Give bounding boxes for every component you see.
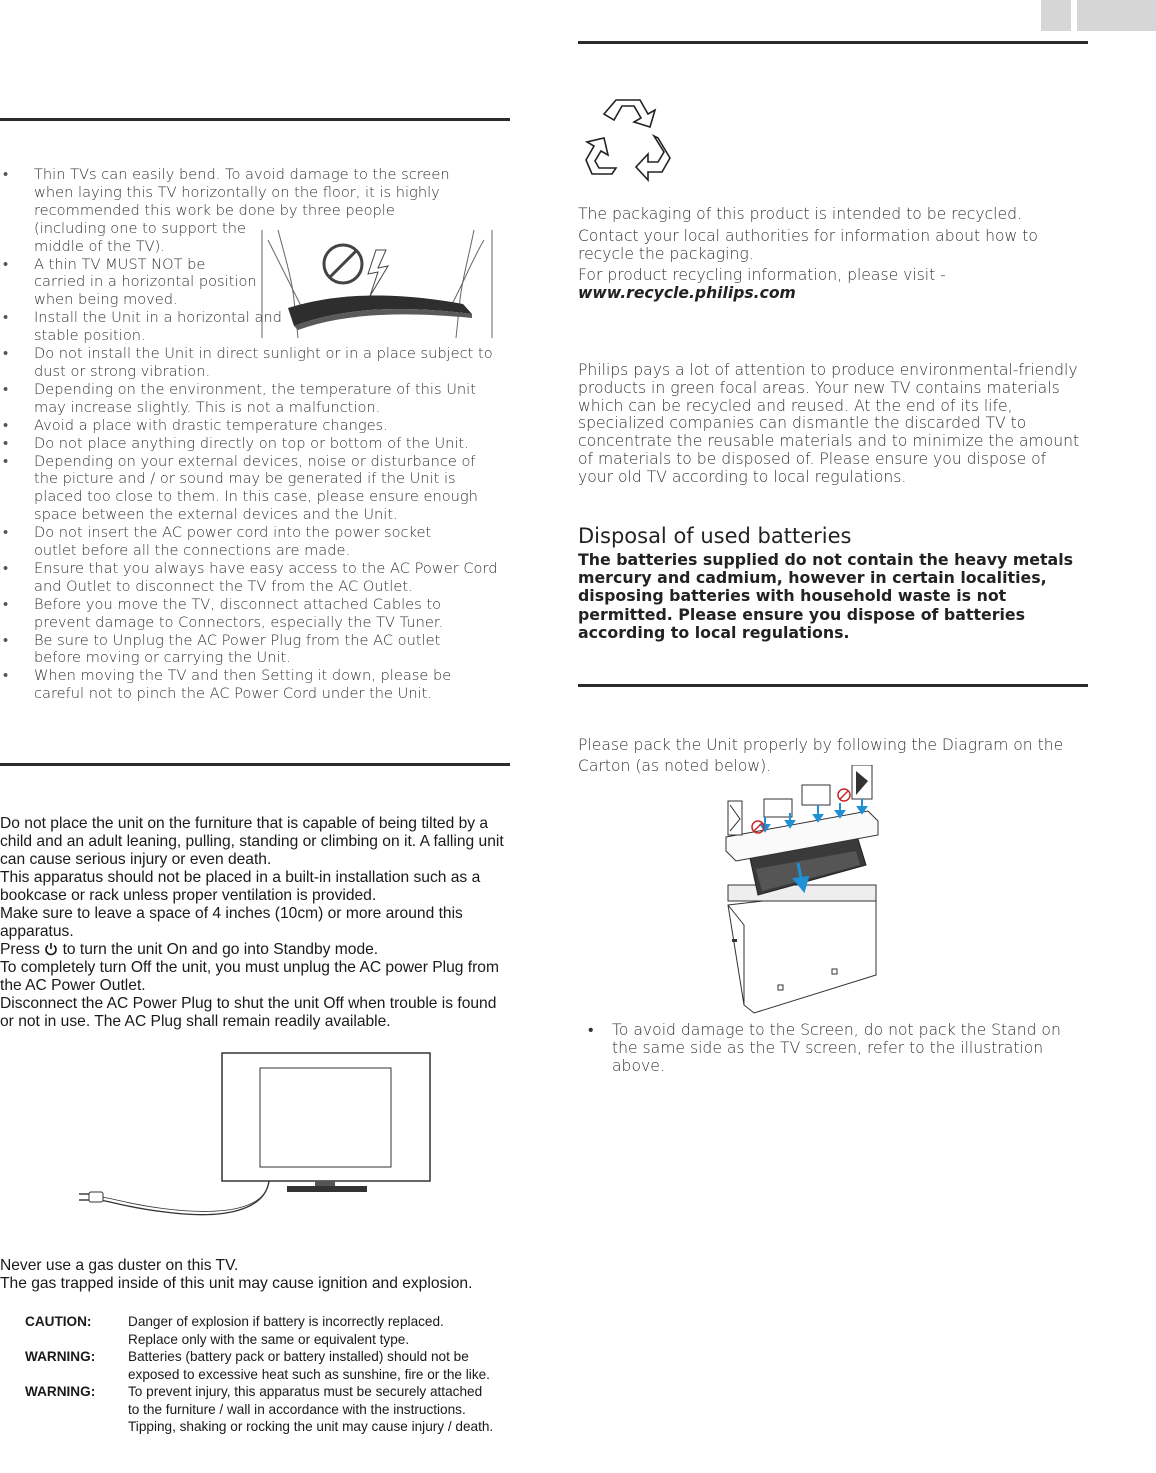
caution-label: WARNING:	[25, 1384, 96, 1399]
gas-warning	[0, 1257, 512, 1293]
lightning-icon	[368, 250, 388, 296]
packing-diagram	[718, 765, 888, 1015]
list-item: • Avoid a place with drastic temperature changes.	[0, 417, 510, 435]
caution-text: To prevent injury, this apparatus must be securely attached to the furniture / wall in accordance with the instructions. Tipping, shaking or rocking the unit may cause injury / death.	[128, 1384, 494, 1434]
power-paragraph: Press to turn the unit On and go into Standby mode.	[0, 941, 379, 958]
caution-row	[25, 1313, 495, 1348]
gas-line: Never use a gas duster on this TV.	[0, 1257, 239, 1274]
recycle-line: Contact your local authorities for information about how to recycle the packaging.	[578, 226, 1038, 263]
caution-table	[25, 1313, 495, 1436]
caution-text: Batteries (battery pack or battery installed) should not be exposed to excessive heat such as sunshine, fire or the like.	[128, 1349, 490, 1382]
left-top-rule	[0, 118, 510, 121]
caution-row	[25, 1348, 495, 1383]
left-mid-rule	[0, 763, 510, 766]
list-item: • When moving the TV and then Setting it down, please be careful not to pinch the AC Power Cord under the Unit.	[0, 667, 510, 703]
list-item: • Before you move the TV, disconnect attached Cables to prevent damage to Connectors, especially the TV Tuner.	[0, 596, 510, 632]
page-tag-small	[1041, 0, 1071, 31]
list-item: • Do not insert the AC power cord into the power socket outlet before all the connections are made.	[0, 524, 510, 560]
list-item: • Install the Unit in a horizontal and stable position.	[0, 309, 510, 345]
list-item: • Depending on your external devices, noise or disturbance of the picture and / or sound may be generated if the Unit is placed too close to them. In this case, please ensure enough space between the external devices and the Unit.	[0, 453, 510, 525]
battery-heading: Disposal of used batteries	[578, 524, 852, 548]
caution-label: WARNING:	[25, 1349, 96, 1364]
list-item: • Do not install the Unit in direct sunlight or in a place subject to dust or strong vibration.	[0, 345, 510, 381]
recycle-text	[578, 206, 1090, 303]
caution-text: Danger of explosion if battery is incorrectly replaced. Replace only with the same or equivalent type.	[128, 1314, 444, 1347]
recycle-line: The packaging of this product is intended to be recycled.	[578, 205, 1022, 223]
tv-bending-illustration	[258, 230, 496, 340]
gas-line: The gas trapped inside of this unit may cause ignition and explosion.	[0, 1275, 473, 1292]
recycle-line: For product recycling information, please visit -	[578, 266, 946, 285]
recycle-url[interactable]: www.recycle.philips.com	[578, 284, 796, 303]
caution-label: CAUTION:	[25, 1314, 92, 1329]
caution-row	[25, 1383, 495, 1436]
tv-power-cord-illustration	[75, 1050, 435, 1220]
list-item: • Be sure to Unplug the AC Power Plug from the AC outlet before moving or carrying the Unit.	[0, 632, 510, 668]
pack-bullet: • To avoid damage to the Screen, do not pack the Stand on the same side as the TV screen, refer to the illustration above.	[578, 1021, 1088, 1075]
recycle-icon	[582, 94, 676, 182]
carton-box	[728, 889, 876, 1013]
power-icon	[44, 942, 58, 956]
warning-paragraph: To completely turn Off the unit, you must unplug the AC power Plug from the AC Power Outlet.	[0, 959, 499, 994]
list-item: • Thin TVs can easily bend. To avoid damage to the screen when laying this TV horizontally on the floor, it is highly recommended this work be done by three people	[0, 166, 486, 220]
right-top-rule	[578, 41, 1088, 44]
list-item: • Depending on the environment, the temperature of this Unit may increase slightly. This is not a malfunction.	[0, 381, 510, 417]
list-item: • Do not place anything directly on top or bottom of the Unit.	[0, 435, 510, 453]
warning-paragraph: Disconnect the AC Power Plug to shut the unit Off when trouble is found or not in use. The AC Plug shall remain readily available.	[0, 995, 497, 1030]
page-tag-large	[1077, 0, 1156, 31]
stability-warnings	[0, 815, 512, 1031]
warning-paragraph: Make sure to leave a space of 4 inches (10cm) or more around this apparatus.	[0, 905, 463, 940]
list-item: (including one to support the middle of the TV).	[34, 219, 246, 255]
battery-text: The batteries supplied do not contain the heavy metals mercury and cadmium, however in certain localities, disposing batteries with household waste is not permitted. Please ensure you dispose of batteries according to local regulations.	[578, 550, 1074, 642]
list-item: • A thin TV MUST NOT be carried in a horizontal position when being moved.	[0, 256, 510, 310]
list-item: • Ensure that you always have easy access to the AC Power Cord and Outlet to disconnect the TV from the AC Outlet.	[0, 560, 510, 596]
warning-paragraph: This apparatus should not be placed in a built-in installation such as a bookcase or rack unless proper ventilation is provided.	[0, 869, 481, 904]
environment-text: Philips pays a lot of attention to produce environmental-friendly products in green focal areas. Your new TV contains materials which can be recycled and reused. At the end of its life, specialized companies can dismantle the discarded TV to concentrate the reusable materials and to minimize the amount of materials to be disposed of. Please ensure you dispose of your old TV according to local regulations.	[578, 361, 1080, 486]
warning-paragraph: Do not place the unit on the furniture that is capable of being tilted by a child and an adult leaning, pulling, standing or climbing on it. A falling unit can cause serious injury or even death.	[0, 815, 504, 868]
power-cord	[100, 1181, 269, 1215]
pack-text: Please pack the Unit properly by following the Diagram on the Carton (as noted below).	[578, 736, 1064, 775]
plug-icon	[89, 1192, 103, 1202]
tv-stand	[287, 1186, 367, 1192]
right-mid-rule	[578, 684, 1088, 687]
